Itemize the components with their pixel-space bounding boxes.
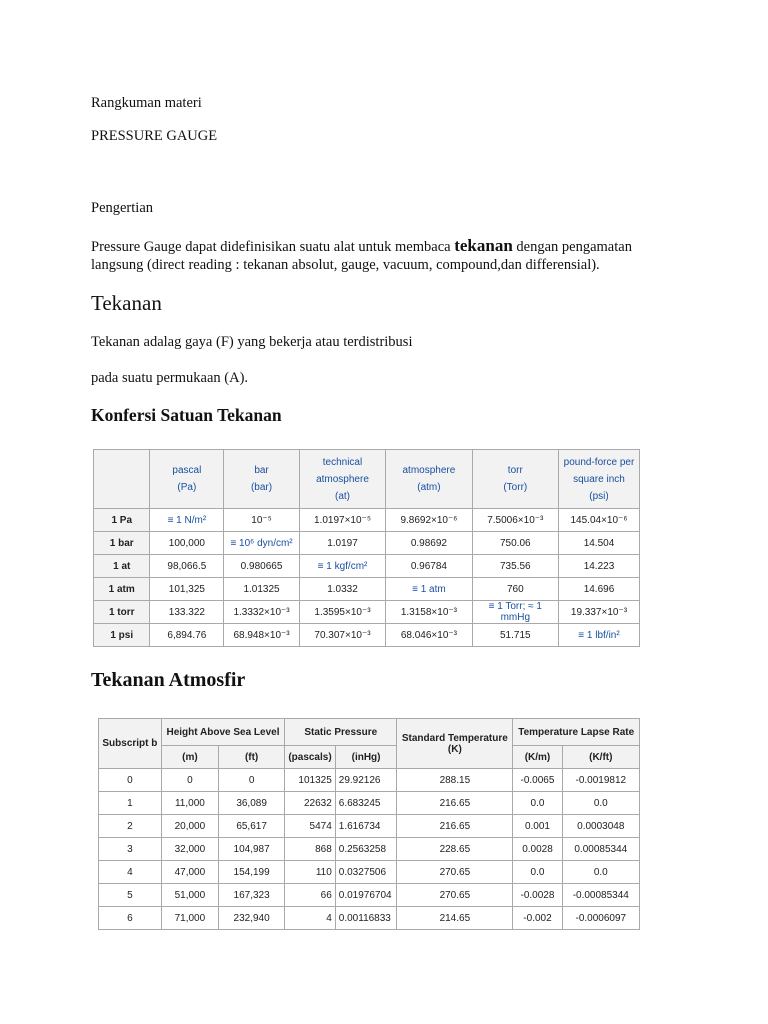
conversion-header-cell: atmosphere (atm) [386, 450, 472, 509]
header-static-pressure: Static Pressure [285, 719, 397, 746]
conversion-cell: 0.98692 [386, 532, 472, 555]
conversion-table-row [94, 624, 640, 647]
definition-line2: langsung (direct reading : tekanan absolut, gauge, vacuum, compound,dan differensial). [91, 257, 600, 273]
atmosphere-cell: 5 [99, 884, 162, 907]
atmosphere-cell: 0.00116833 [335, 907, 397, 930]
atmosphere-cell: 4 [99, 861, 162, 884]
conversion-cell: 0.980665 [224, 555, 299, 578]
conversion-cell: 1.01325 [224, 578, 299, 601]
atmosphere-unit-cell: (K/ft) [562, 746, 639, 769]
atmosphere-cell: 0.00085344 [562, 838, 639, 861]
atmosphere-unit-cell: (inHg) [335, 746, 397, 769]
header-subscript: Subscript b [99, 719, 162, 769]
atmosphere-cell: 65,617 [219, 815, 285, 838]
atmosphere-cell: 0.0327506 [335, 861, 397, 884]
conversion-row-label: 1 Pa [94, 509, 150, 532]
atmosphere-cell: -0.0028 [513, 884, 562, 907]
conversion-cell: 145.04×10⁻⁶ [558, 509, 639, 532]
atmosphere-table-row [99, 861, 640, 884]
conversion-row-label: 1 atm [94, 578, 150, 601]
atmosphere-cell: 1.616734 [335, 815, 397, 838]
conversion-cell: 100,000 [150, 532, 224, 555]
atmosphere-cell: 6.683245 [335, 792, 397, 815]
conversion-cell: ≡ 10⁶ dyn/cm² [224, 532, 299, 555]
atmosphere-cell: 11,000 [161, 792, 218, 815]
atmosphere-cell: 167,323 [219, 884, 285, 907]
atmosphere-cell: 0.0 [513, 792, 562, 815]
atmosphere-cell: 214.65 [397, 907, 513, 930]
conversion-cell: 1.0197 [299, 532, 385, 555]
conversion-table-row [94, 601, 640, 624]
conversion-cell: 1.3332×10⁻³ [224, 601, 299, 624]
conversion-row-label: 1 psi [94, 624, 150, 647]
atmosphere-table-row [99, 838, 640, 861]
conversion-table-row [94, 509, 640, 532]
conversion-row-label: 1 bar [94, 532, 150, 555]
atmosphere-cell: -0.002 [513, 907, 562, 930]
conversion-cell: ≡ 1 lbf/in² [558, 624, 639, 647]
atmosphere-cell: 4 [285, 907, 336, 930]
conversion-cell: ≡ 1 N/m² [150, 509, 224, 532]
conversion-row-label: 1 at [94, 555, 150, 578]
conversion-header-cell: technical atmosphere (at) [299, 450, 385, 509]
atmosphere-table-row [99, 792, 640, 815]
atmosphere-unit-cell: (ft) [219, 746, 285, 769]
conversion-cell: 98,066.5 [150, 555, 224, 578]
atmosphere-cell: 270.65 [397, 861, 513, 884]
atmosphere-cell: 6 [99, 907, 162, 930]
atmosphere-table-row [99, 884, 640, 907]
atmosphere-cell: 22632 [285, 792, 336, 815]
atmosphere-unit-cell: (pascals) [285, 746, 336, 769]
section-pengertian: Pengertian [91, 200, 154, 216]
conversion-cell: 10⁻⁵ [224, 509, 299, 532]
conversion-cell: ≡ 1 kgf/cm² [299, 555, 385, 578]
tekanan-paragraph-2: pada suatu permukaan (A). [91, 370, 249, 386]
atmosphere-cell: 71,000 [161, 907, 218, 930]
heading-konversi: Konfersi Satuan Tekanan [91, 405, 282, 425]
atmosphere-cell: 36,089 [219, 792, 285, 815]
atmosphere-cell: 154,199 [219, 861, 285, 884]
conversion-cell: 760 [472, 578, 558, 601]
atmosphere-cell: 3 [99, 838, 162, 861]
atmosphere-cell: 216.65 [397, 792, 513, 815]
conversion-cell: 7.5006×10⁻³ [472, 509, 558, 532]
header-standard-temperature: Standard Temperature (K) [397, 719, 513, 769]
header-height: Height Above Sea Level [161, 719, 284, 746]
conversion-cell: 1.0332 [299, 578, 385, 601]
conversion-cell: 14.223 [558, 555, 639, 578]
atmosphere-cell: 0.2563258 [335, 838, 397, 861]
atmosphere-cell: 288.15 [397, 769, 513, 792]
atmosphere-cell: 0.0003048 [562, 815, 639, 838]
atmosphere-cell: 270.65 [397, 884, 513, 907]
conversion-cell: 14.504 [558, 532, 639, 555]
atmosphere-table-row [99, 907, 640, 930]
definition-text-b: dengan pengamatan [516, 239, 632, 255]
atmosphere-cell: 101325 [285, 769, 336, 792]
conversion-cell: 51.715 [472, 624, 558, 647]
atmosphere-unit-cell: (K/m) [513, 746, 562, 769]
conversion-cell: 1.3158×10⁻³ [386, 601, 472, 624]
definition-bold-word: tekanan [454, 236, 513, 255]
atmosphere-cell: -0.00085344 [562, 884, 639, 907]
conversion-cell: 0.96784 [386, 555, 472, 578]
doc-title: PRESSURE GAUGE [91, 128, 218, 144]
atmosphere-cell: 110 [285, 861, 336, 884]
atmosphere-cell: 868 [285, 838, 336, 861]
atmosphere-cell: 228.65 [397, 838, 513, 861]
atmosphere-cell: 20,000 [161, 815, 218, 838]
conversion-header-cell: bar (bar) [224, 450, 299, 509]
conversion-cell: 68.948×10⁻³ [224, 624, 299, 647]
conversion-cell: 70.307×10⁻³ [299, 624, 385, 647]
conversion-cell: 1.0197×10⁻⁵ [299, 509, 385, 532]
definition-text-a: Pressure Gauge dapat didefinisikan suatu alat untuk membaca [91, 239, 451, 255]
conversion-header-cell: torr (Torr) [472, 450, 558, 509]
atmosphere-cell: -0.0019812 [562, 769, 639, 792]
atmosphere-cell: 29.92126 [335, 769, 397, 792]
conversion-cell: 6,894.76 [150, 624, 224, 647]
atmosphere-cell: 0.0 [562, 792, 639, 815]
atmosphere-table-row [99, 769, 640, 792]
conversion-table [93, 449, 640, 647]
conversion-cell: 1.3595×10⁻³ [299, 601, 385, 624]
heading-tekanan: Tekanan [91, 291, 162, 315]
atmosphere-cell: 0 [161, 769, 218, 792]
atmosphere-cell: 0.0 [562, 861, 639, 884]
doc-line-rangkuman: Rangkuman materi [91, 95, 202, 111]
conversion-table-row [94, 578, 640, 601]
atmosphere-cell: 0.01976704 [335, 884, 397, 907]
conversion-cell: 68.046×10⁻³ [386, 624, 472, 647]
conversion-cell: ≡ 1 Torr; ≈ 1 mmHg [472, 601, 558, 624]
header-lapse-rate: Temperature Lapse Rate [513, 719, 640, 746]
conversion-cell: 19.337×10⁻³ [558, 601, 639, 624]
conversion-table-header [94, 450, 640, 509]
atmosphere-cell: 5474 [285, 815, 336, 838]
atmosphere-cell: 216.65 [397, 815, 513, 838]
heading-atmosfir: Tekanan Atmosfir [91, 669, 246, 691]
conversion-header-cell: pound-force per square inch (psi) [558, 450, 639, 509]
atmosphere-cell: 0.0028 [513, 838, 562, 861]
atmosphere-cell: 51,000 [161, 884, 218, 907]
conversion-cell: 101,325 [150, 578, 224, 601]
definition-paragraph [91, 237, 691, 256]
conversion-cell: 133.322 [150, 601, 224, 624]
atmosphere-cell: 0 [99, 769, 162, 792]
atmosphere-cell: 2 [99, 815, 162, 838]
atmosphere-cell: -0.0006097 [562, 907, 639, 930]
tekanan-paragraph-1: Tekanan adalag gaya (F) yang bekerja atau terdistribusi [91, 334, 413, 350]
atmosphere-table [98, 718, 640, 930]
atmosphere-units-row [99, 746, 640, 769]
atmosphere-cell: 0.001 [513, 815, 562, 838]
conversion-header-cell: pascal (Pa) [150, 450, 224, 509]
conversion-table-row [94, 555, 640, 578]
atmosphere-cell: 1 [99, 792, 162, 815]
conversion-cell: 14.696 [558, 578, 639, 601]
atmosphere-cell: 32,000 [161, 838, 218, 861]
atmosphere-cell: 0 [219, 769, 285, 792]
atmosphere-cell: 47,000 [161, 861, 218, 884]
atmosphere-cell: -0.0065 [513, 769, 562, 792]
conversion-cell: 750.06 [472, 532, 558, 555]
conversion-row-label: 1 torr [94, 601, 150, 624]
conversion-cell: 735.56 [472, 555, 558, 578]
atmosphere-table-row [99, 815, 640, 838]
atmosphere-cell: 232,940 [219, 907, 285, 930]
atmosphere-unit-cell: (m) [161, 746, 218, 769]
conversion-table-row [94, 532, 640, 555]
conversion-cell: ≡ 1 atm [386, 578, 472, 601]
conversion-header-corner [94, 450, 150, 509]
conversion-cell: 9.8692×10⁻⁶ [386, 509, 472, 532]
atmosphere-cell: 104,987 [219, 838, 285, 861]
atmosphere-cell: 66 [285, 884, 336, 907]
atmosphere-cell: 0.0 [513, 861, 562, 884]
